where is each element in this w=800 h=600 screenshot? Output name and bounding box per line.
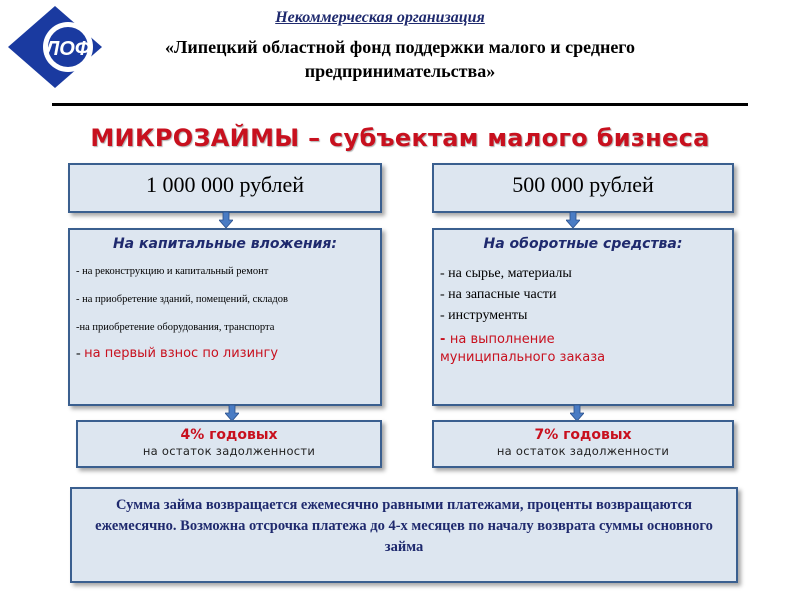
header-divider <box>52 103 748 106</box>
list-dash: - <box>440 332 450 347</box>
logo-text: ЛОФ <box>45 38 91 60</box>
right-rate: 7% годовых <box>534 427 632 443</box>
right-purpose-box <box>432 228 734 406</box>
left-amount: 1 000 000 рублей <box>145 172 305 197</box>
left-amount-box <box>68 163 382 213</box>
list-item: - на реконструкцию и капитальный ремонт <box>76 266 269 277</box>
org-name: «Липецкий областной фонд поддержки малого и среднего предпринимательства» <box>164 37 636 81</box>
arrow-down-icon <box>570 405 584 421</box>
logo-emblem-icon <box>6 4 104 90</box>
repayment-note: Сумма займа возвращается ежемесячно равными платежами, проценты возвращаются ежемесячно. Возможна отсрочка платежа до 4-х месяцев по началу возврата суммы основного займа <box>95 497 713 555</box>
repayment-note-box <box>70 487 738 583</box>
left-rate: 4% годовых <box>180 427 278 443</box>
list-item-highlight: на первый взнос по лизингу <box>84 346 279 361</box>
list-item <box>440 329 732 349</box>
right-amount: 500 000 рублей <box>512 172 654 197</box>
list-item: - инструменты <box>440 308 528 323</box>
org-type: Некоммерческая организация <box>275 9 485 26</box>
arrow-down-icon <box>225 405 239 421</box>
list-item <box>76 344 380 362</box>
right-purpose-title: На оборотные средства: <box>483 236 683 252</box>
page-title: МИКРОЗАЙМЫ – субъектам малого бизнеса <box>90 124 710 152</box>
left-rate-caption: на остаток задолженности <box>142 444 316 458</box>
right-rate-caption: на остаток задолженности <box>496 444 670 458</box>
arrow-down-icon <box>566 212 580 228</box>
arrow-down-icon <box>219 212 233 228</box>
left-purpose-box <box>68 228 382 406</box>
right-rate-box <box>432 420 734 468</box>
logo <box>6 4 104 90</box>
right-amount-box <box>432 163 734 213</box>
left-rate-box <box>76 420 382 468</box>
list-item-highlight: на выполнение <box>449 332 555 347</box>
list-dash: - <box>76 346 85 361</box>
list-item: -на приобретение оборудования, транспорта <box>76 322 275 333</box>
list-item-highlight: муниципального заказа <box>440 350 606 365</box>
list-item: - на приобретение зданий, помещений, складов <box>76 294 288 305</box>
list-item: - на сырье, материалы <box>440 266 572 281</box>
left-purpose-title: На капитальные вложения: <box>112 236 338 252</box>
list-item: - на запасные части <box>440 287 557 302</box>
